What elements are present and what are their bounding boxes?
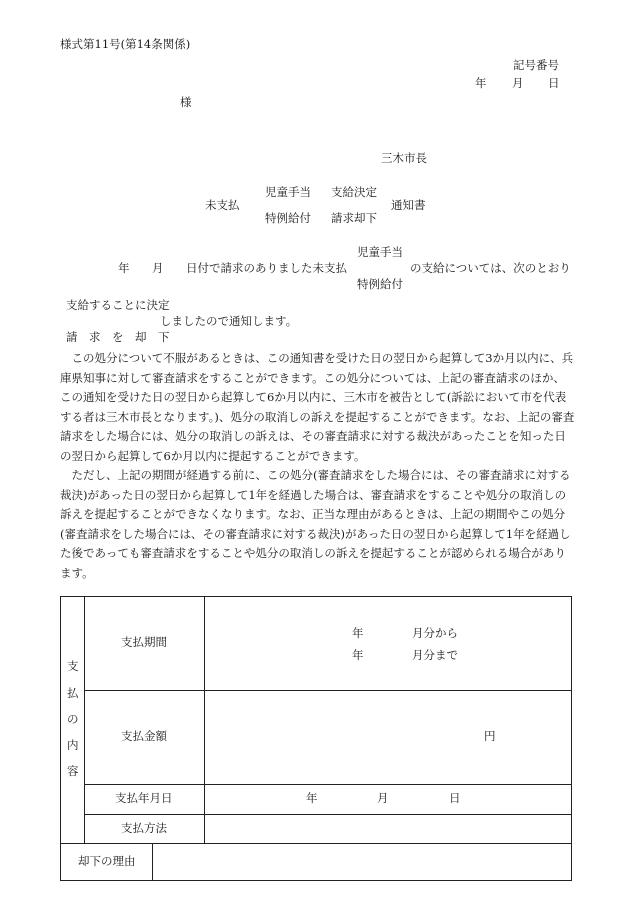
payment-period-label: 支払期間 (121, 635, 167, 649)
title-option-request-rejection: 請求却下 (331, 211, 377, 225)
payment-date-day: 日 (449, 791, 461, 805)
period-start-year: 年 (352, 626, 364, 640)
appeal-notice-paragraph-1: この処分について不服があるときは、この通知書を受けた日の翌日から起算して3か月以内に、兵庫県知事に対して審査請求をすることができます。この処分については、上記の審査請求のほか、この通知を受けた日の翌日から起算して6か月以内に、三木市を被告として(訴訟において市を代表する者は三木市長となります。)、処分の取消しの訴えを提起することができます。なお、上記の審査請求をした場合には、処分の取消しの訴えは、その審査請求に対する裁決があったことを知った日の翌日から起算して6か月以内に提起することができます。 (60, 351, 575, 463)
issue-date-day: 日 (548, 76, 560, 90)
decision-tail: しましたので通知します。 (160, 314, 298, 328)
title-option-special-benefit: 特例給付 (265, 211, 311, 225)
table-rule (204, 596, 205, 843)
table-rule (571, 596, 572, 881)
group-label-char: の (67, 712, 79, 726)
form-number: 様式第11号(第14条関係) (60, 37, 191, 51)
decision-option-pay: 支給することに決定 (66, 298, 170, 312)
group-label-char: 払 (67, 686, 79, 700)
body-month: 月 (152, 261, 164, 275)
table-rule (84, 784, 572, 785)
issue-date-month: 月 (512, 76, 524, 90)
table-rule (84, 596, 85, 843)
body-request-text: 日付で請求のありました未支払 (186, 261, 347, 275)
table-rule (60, 596, 61, 881)
period-start-month: 月分から (412, 626, 458, 640)
body-tail-text: の支給については、次のとおり (410, 261, 571, 275)
payment-date-label: 支払年月日 (115, 791, 173, 805)
group-label-char: 内 (67, 738, 79, 752)
title-option-child-allowance: 児童手当 (265, 185, 311, 199)
issue-date-year: 年 (475, 76, 487, 90)
table-rule (84, 690, 572, 691)
title-prefix: 未支払 (205, 198, 240, 212)
body-option-child-allowance: 児童手当 (357, 245, 403, 259)
period-end-month: 月分まで (412, 648, 458, 662)
payment-date-month: 月 (377, 791, 389, 805)
body-option-special-benefit: 特例給付 (357, 277, 403, 291)
title-option-payment-decision: 支給決定 (331, 185, 377, 199)
rejection-reason-label: 却下の理由 (78, 854, 136, 868)
payment-method-label: 支払方法 (121, 821, 167, 835)
payment-amount-label: 支払金額 (121, 729, 167, 743)
appeal-notice (60, 349, 575, 583)
period-end-year: 年 (352, 648, 364, 662)
decision-option-reject: 請 求 を 却 下 (66, 330, 170, 344)
table-rule (60, 843, 572, 844)
appeal-notice-paragraph-2: ただし、上記の期間が経過する前に、この処分(審査請求をした場合には、その審査請求に対する裁決)があった日の翌日から起算して1年を経過した場合は、審査請求をすることや処分の取消しの訴えを提起することができなくなります。なお、正当な理由があるときは、上記の期間やこの処分(審査請求をした場合には、その審査請求に対する裁決)があった日の翌日から起算して1年を経過した後であっても審査請求をすることや処分の取消しの訴えを提起することが認められる場合があります。 (60, 468, 571, 580)
title-suffix: 通知書 (391, 198, 426, 212)
table-rule (60, 880, 572, 881)
amount-unit: 円 (484, 729, 496, 743)
record-number-label: 記号番号 (513, 58, 559, 72)
table-rule (60, 596, 572, 597)
payment-date-year: 年 (306, 791, 318, 805)
table-rule (152, 843, 153, 880)
body-year: 年 (118, 261, 130, 275)
group-label-char: 支 (67, 659, 79, 673)
group-label-char: 容 (67, 764, 79, 778)
sender-name: 三木市長 (381, 151, 427, 165)
addressee-suffix: 様 (180, 95, 192, 109)
table-rule (84, 814, 572, 815)
